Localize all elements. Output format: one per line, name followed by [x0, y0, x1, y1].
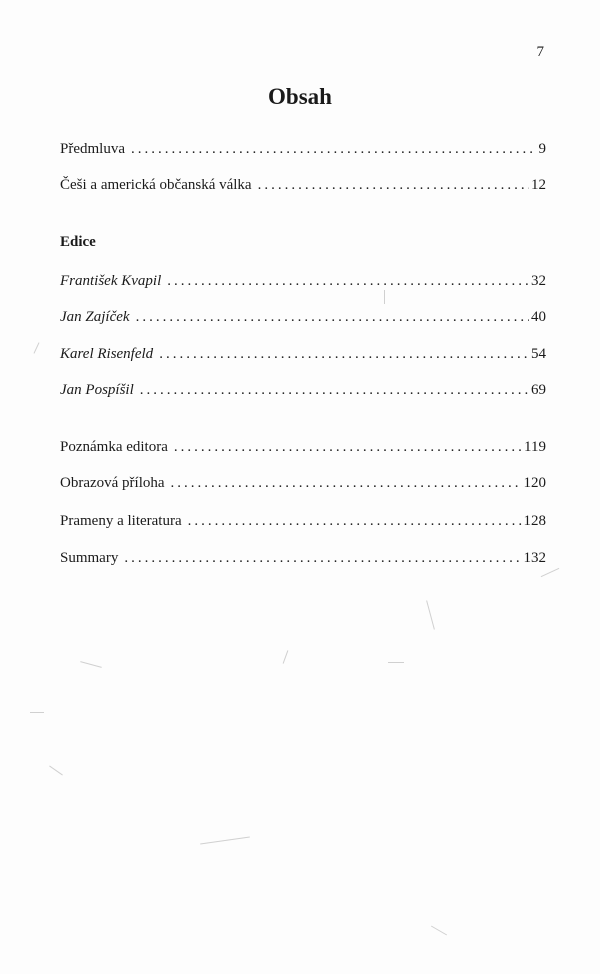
toc-entry-page: 69: [531, 382, 546, 398]
toc-entry-poznamka: [60, 438, 546, 456]
page-number: 7: [536, 44, 544, 60]
paper-speck: [384, 290, 385, 304]
dot-leader: [131, 140, 537, 158]
toc-entry-label: František Kvapil: [60, 273, 162, 289]
toc-entry-obrazova-priloha: [60, 474, 546, 492]
dot-leader: [174, 438, 522, 456]
toc-entry-label: Obrazová příloha: [60, 475, 165, 491]
dot-leader: [258, 176, 529, 194]
paper-speck: [388, 662, 404, 663]
toc-entry-page: 9: [538, 141, 546, 157]
dot-leader: [188, 512, 522, 530]
dot-leader: [136, 308, 529, 326]
toc-entry-page: 120: [523, 475, 546, 491]
toc-entry-page: 128: [523, 513, 546, 529]
paper-speck: [200, 837, 250, 845]
dot-leader: [171, 474, 522, 492]
paper-speck: [431, 926, 447, 936]
paper-speck: [34, 342, 40, 353]
toc-entry-page: 40: [531, 309, 546, 325]
dot-leader: [140, 381, 529, 399]
toc-entry-cesi: [60, 176, 546, 194]
section-heading-edice: Edice: [60, 234, 96, 250]
paper-speck: [49, 766, 63, 776]
toc-entry-label: Jan Pospíšil: [60, 382, 134, 398]
paper-speck: [283, 650, 289, 663]
dot-leader: [159, 345, 529, 363]
toc-entry-label: Jan Zajíček: [60, 309, 130, 325]
paper-speck: [80, 661, 102, 668]
toc-entry-summary: [60, 549, 546, 567]
paper-speck: [30, 712, 44, 713]
toc-entry-zajicek: [60, 308, 546, 326]
toc-entry-page: 32: [531, 273, 546, 289]
toc-entry-page: 132: [523, 550, 546, 566]
toc-entry-kvapil: [60, 272, 546, 290]
dot-leader: [124, 549, 521, 567]
toc-entry-risenfeld: [60, 345, 546, 363]
paper-speck: [426, 600, 435, 629]
toc-entry-label: Poznámka editora: [60, 439, 168, 455]
toc-entry-prameny: [60, 512, 546, 530]
toc-entry-label: Summary: [60, 550, 119, 566]
toc-entry-label: Předmluva: [60, 141, 125, 157]
toc-entry-predmluva: [60, 140, 546, 158]
toc-entry-page: 12: [531, 177, 546, 193]
toc-entry-label: Češi a americká občanská válka: [60, 177, 252, 193]
toc-entry-label: Karel Risenfeld: [60, 346, 154, 362]
dot-leader: [167, 272, 529, 290]
toc-entry-page: 54: [531, 346, 546, 362]
toc-entry-page: 119: [524, 439, 546, 455]
paper-speck: [541, 568, 560, 577]
toc-entry-label: Prameny a literatura: [60, 513, 182, 529]
page-title: Obsah: [268, 84, 332, 109]
toc-entry-pospisil: [60, 381, 546, 399]
